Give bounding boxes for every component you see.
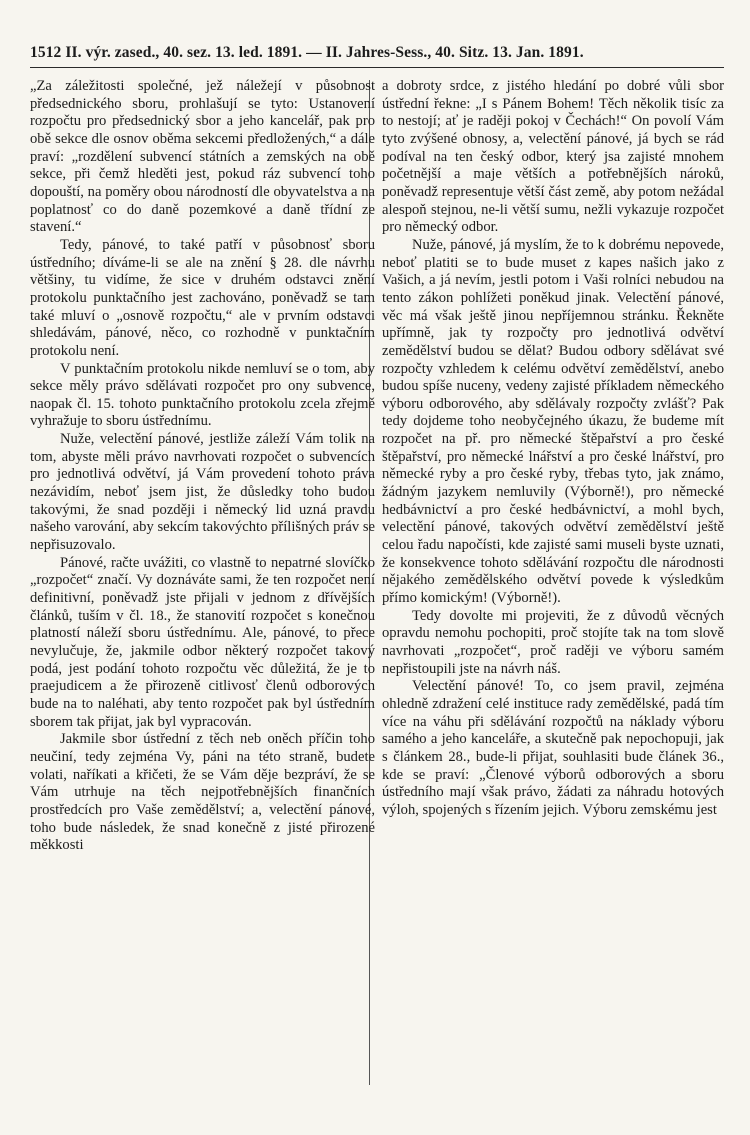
- paragraph: Nuže, velectění pánové, jestliže záleží Vám tolik na tom, abyste měli právo navrhovati rozpočet o subvencích pro jednotlivá odvětví, já Vám provedení tohoto práva nezávidím, neboť jsem jist, že důsledky toho budou takovými, že snad později i německý lid uzná pravdu našeho varování, aby sekcím takovýchto přílišných práv se nepřisuzovalo.: [30, 431, 375, 554]
- paragraph: Pánové, račte uvážiti, co vlastně to nepatrné slovíčko „rozpočet“ značí. Vy doznáváte sami, že ten rozpočet není definitivní, poněvadž jste přijali v jednom z dřívějších článků, tuším v čl. 18., že stanovití rozpočet s konečnou platností náleží sboru ústřednímu. Ale, pánové, to přece nevylučuje, že, jakmile odbor některý rozpočet takový podá, jest podání tohoto rozpočtu věc důležitá, že je to praejudicem a že přirozeně citlivosť členů odborových bude na to naléhati, aby tento rozpočet pak byl ústředním sborem tak přijat, jak byl vypracován.: [30, 554, 375, 730]
- right-column: [382, 78, 724, 820]
- paragraph: Velectění pánové! To, co jsem pravil, zejména ohledně zdražení celé instituce rady zemědělské, padá tím více na váhu při sdělávání rozpočtů na náklady výboru samého a jeho kanceláře, a skutečně pak nepochopuji, jak s článkem 28., bude-li přijat, souhlasiti bude článek 36., kde se praví: „Členové výborů odborových a sboru ústředního mají však právo, žádati za náhradu hotových výloh, spojených s řízením jejich. Výboru zemskému jest: [382, 678, 724, 818]
- paragraph: Tedy, pánové, to také patří v působnosť sboru ústředního; díváme-li se ale na znění § 28. dle návrhu většiny, tu vidíme, že sice v druhém odstavci znění protokolu punktačního jest zachováno, poněvadž se tam také mluví o „osnově rozpočtu,“ ale v prvním odstavci shledávám, pánové, něco, co rozhodně v punktačním protokolu není.: [30, 236, 375, 359]
- paragraph: Tedy dovolte mi projeviti, že z důvodů věcných opravdu nemohu pochopiti, proč stojíte tak na tom slově navrhovati „rozpočet“, proč raději ve výboru samém nepřistoupili jste na návrh náš.: [382, 607, 724, 677]
- page-header: [30, 44, 724, 62]
- paragraph: V punktačním protokolu nikde nemluví se o tom, aby sekce měly právo sdělávati rozpočet pro ony subvence, naopak čl. 15. tohoto punktačního protokolu zcela zřejmě vyhražuje to sboru ústřednímu.: [30, 360, 375, 430]
- header-text: 1512 II. výr. zased., 40. sez. 13. led. 1891. — II. Jahres-Sess., 40. Sitz. 13. Jan. 1891.: [30, 44, 584, 61]
- paragraph: a dobroty srdce, z jistého hledání po dobré vůli sbor ústřední řekne: „I s Pánem Bohem! Těch několik tisíc za to nestojí; ať je raději pokoj v Čechách!“ On povolí Vám tyto zvýšené obnosy, a, velectění pánové, já bych se rád podíval na ten český odbor, který jsa zajisté mnohem početnější a maje větších a potřebnějších nároků, poněvadž representuje větší část země, aby potom nežádal alespoň stejnou, ne-li větší sumu, nežli vykazuje rozpočet pro německý odbor.: [382, 78, 724, 236]
- paragraph: Nuže, pánové, já myslím, že to k dobrému nepovede, neboť platiti se to bude muset z kapes našich jako z Vašich, a já nevím, jestli potom i Vaši rolníci nebudou na tento zákon pohlížeti poněkud jinak. Velectění pánové, věc má však ještě jinou nepříjemnou stránku. Řekněte upřímně, jak ty rozpočty pro jednotlivá odvětví zemědělství budou se dělat? Budou odbory sdělávat své rozpočty vzhledem k celému odvětví zemědělství, anebo budou spíše nuceny, vedeny zajisté příkladem německého výboru odborového, aby sdělávaly rozpočty zvlášť? Pak tedy dojdeme toho neobyčejného úkazu, že budeme mít rozpočet na př. pro německé štěpařství a pro české štěpařství, pro německé lnářství a pro české lnářství, pro německé ryby a pro české ryby, třebas tyto, jak známo, žádným jazykem nemluvily (Výborně!), pro německé hedbávnictví a pro české hedbávnictví, a mohl bych, velectění pánové, takových odvětví zemědělství ještě celou řadu napočísti, kde zajisté sami museli byste uznati, že konsekvence tohoto sdělávání rozpočtu dle národnosti nějakého zemědělského odvětví povede k výsledkům přímo komickým! (Výborně!).: [382, 236, 724, 607]
- left-column: [30, 78, 375, 855]
- paragraph: Jakmile sbor ústřední z těch neb oněch příčin toho neučiní, tedy zejména Vy, páni na této straně, budete volati, naříkati a křičeti, že se Vám děje bezpráví, že se Vám utrhuje na těch nejpotřebnějších finančních prostředcích pro Vaše zemědělství; a, velectění pánové, toho bude následek, že snad konečně z jisté přirozené měkkosti: [30, 731, 375, 854]
- header-rule: [30, 67, 724, 68]
- paragraph: „Za záležitosti společné, jež náležejí v působnost předsednického sboru, prohlašují se tyto: Ustanovení rozpočtu pro předsednický sbor a jeho kancelář, pak pro obě sekce dle osnov oběma sekcemi předložených,“ a dále praví: „rozdělení subvencí státních a zemských na obě sekce, při čemž hleděti jest, pokud ráz subvencí toho dopouští, na poměry obou národností dle obyvatelstva a na poplatnosť co do daně pozemkové a daně třídní ze stavení.“: [30, 78, 375, 236]
